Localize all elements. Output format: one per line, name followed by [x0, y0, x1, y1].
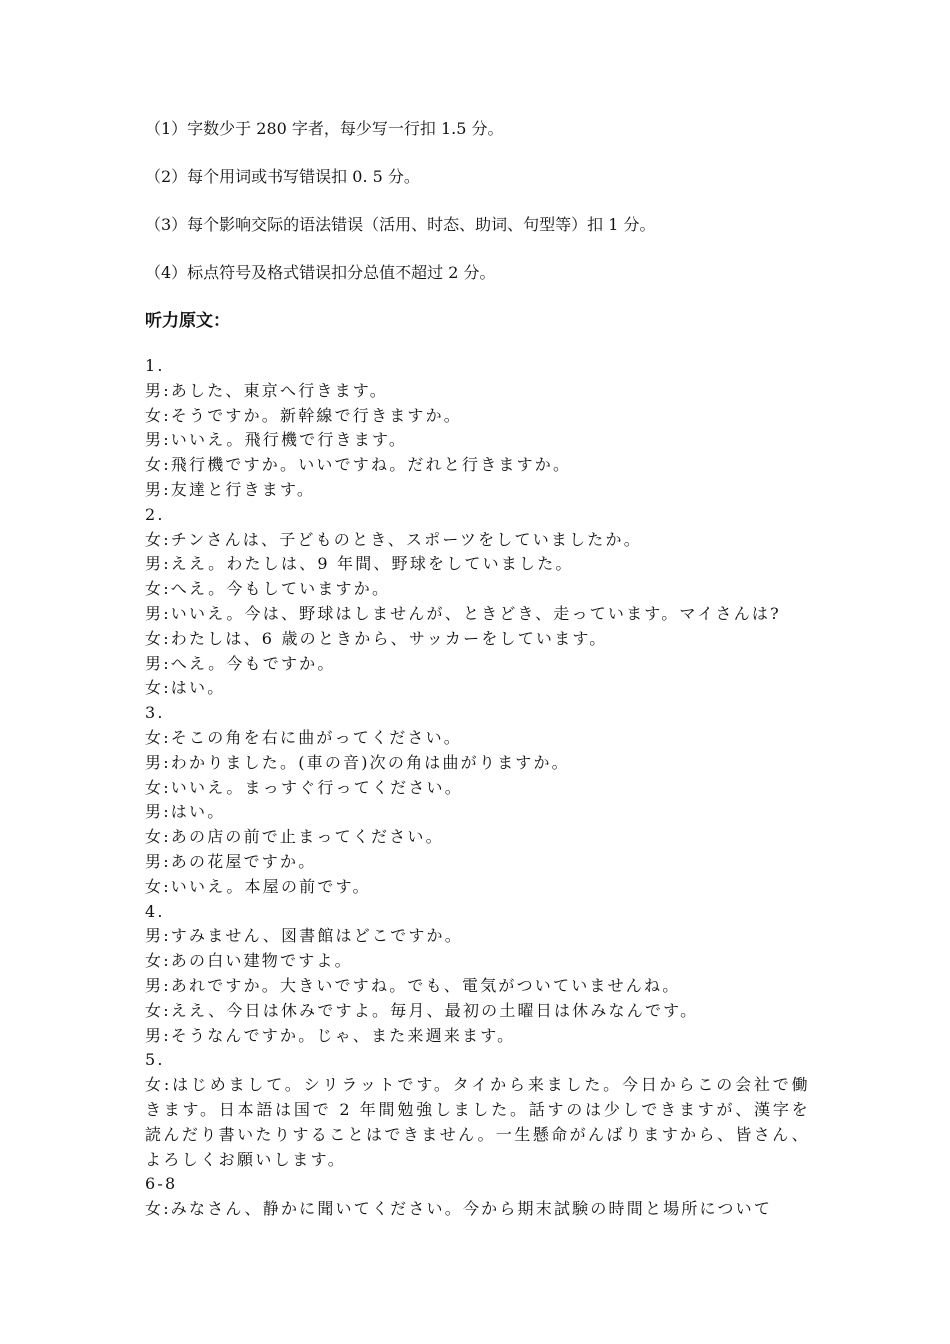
transcript-line: 女:チンさんは、子どものとき、スポーツをしていましたか。 — [145, 529, 642, 549]
transcript-line: 男:あの花屋ですか。 — [145, 851, 317, 871]
transcript-line: 5. — [145, 1050, 165, 1070]
transcript-line: 男:へえ。今もですか。 — [145, 653, 336, 673]
transcript-line: 女:そうですか。新幹線で行きますか。 — [145, 405, 462, 425]
transcript-line: 1. — [145, 356, 165, 375]
transcript-line: 男:わかりました。(車の音)次の角は曲がりますか。 — [145, 752, 570, 772]
scoring-rule-4: （4）标点符号及格式错误扣分总值不超过 2 分。 — [145, 263, 496, 282]
transcript-line: 男:いいえ。今は、野球はしませんが、ときどき、走っています。マイさんは? — [145, 603, 781, 623]
transcript-line: 男:あれですか。大きいですね。でも、電気がついていませんね。 — [145, 975, 681, 995]
transcript-line: 女:へえ。今もしていますか。 — [145, 579, 391, 599]
transcript-line: 女:そこの角を右に曲がってください。 — [145, 727, 462, 747]
transcript-line: 男:いいえ。飛行機で行きます。 — [145, 430, 408, 450]
scoring-rule-1: （1）字数少于 280 字者，每少写一行扣 1.5 分。 — [145, 119, 504, 138]
transcript-line: 女:あの店の前で止まってください。 — [145, 827, 444, 847]
transcript-line: 男:あした、東京へ行きます。 — [145, 380, 388, 400]
transcript-line: 男:友達と行きます。 — [145, 479, 316, 499]
scoring-rule-3: （3）每个影响交际的语法错误（活用、时态、助词、句型等）扣 1 分。 — [145, 215, 656, 234]
transcript-line: 女:みなさん、静かに聞いてください。今から期末試験の時間と場所について — [145, 1199, 773, 1219]
transcript-line: 女:ええ、今日は休みですよ。毎月、最初の土曜日は休みなんです。 — [145, 1000, 699, 1020]
transcript-line: 女:いいえ。本屋の前です。 — [145, 876, 371, 896]
transcript-line: 4. — [145, 901, 165, 921]
scoring-rule-2: （2）每个用词或书写错误扣 0. 5 分。 — [145, 167, 420, 186]
transcript-line: 女:わたしは、6 歳のときから、サッカーをしています。 — [145, 628, 608, 648]
transcript-line: 2. — [145, 504, 165, 524]
transcript-line: 女:飛行機ですか。いいですね。だれと行きますか。 — [145, 455, 572, 475]
listening-script-heading: 听力原文： — [145, 311, 230, 331]
listening-transcript — [145, 354, 810, 1222]
transcript-line: 女:あの白い建物ですよ。 — [145, 951, 353, 971]
transcript-line: 6-8 — [145, 1174, 178, 1194]
transcript-line: 男:はい。 — [145, 802, 226, 822]
transcript-line: 男:そうなんですか。じゃ、また来週来ます。 — [145, 1025, 516, 1045]
transcript-line: 女:はい。 — [145, 678, 226, 698]
transcript-line: 女:いいえ。まっすぐ行ってください。 — [145, 777, 463, 797]
transcript-line: 女:はじめまして。シリラットです。タイから来ました。今日からこの会社で働きます。日本語は国で 2 年間勉強しました。話すのは少しできますが、漢字を読んだり書いたりすることはできません。一生懸命がんばりますから、皆さん、よろしくお願いします。 — [145, 1075, 810, 1169]
transcript-line: 3. — [145, 703, 165, 723]
transcript-line: 男:すみません、図書館はどこですか。 — [145, 926, 463, 946]
transcript-line: 男:ええ。わたしは、9 年間、野球をしていました。 — [145, 554, 574, 574]
